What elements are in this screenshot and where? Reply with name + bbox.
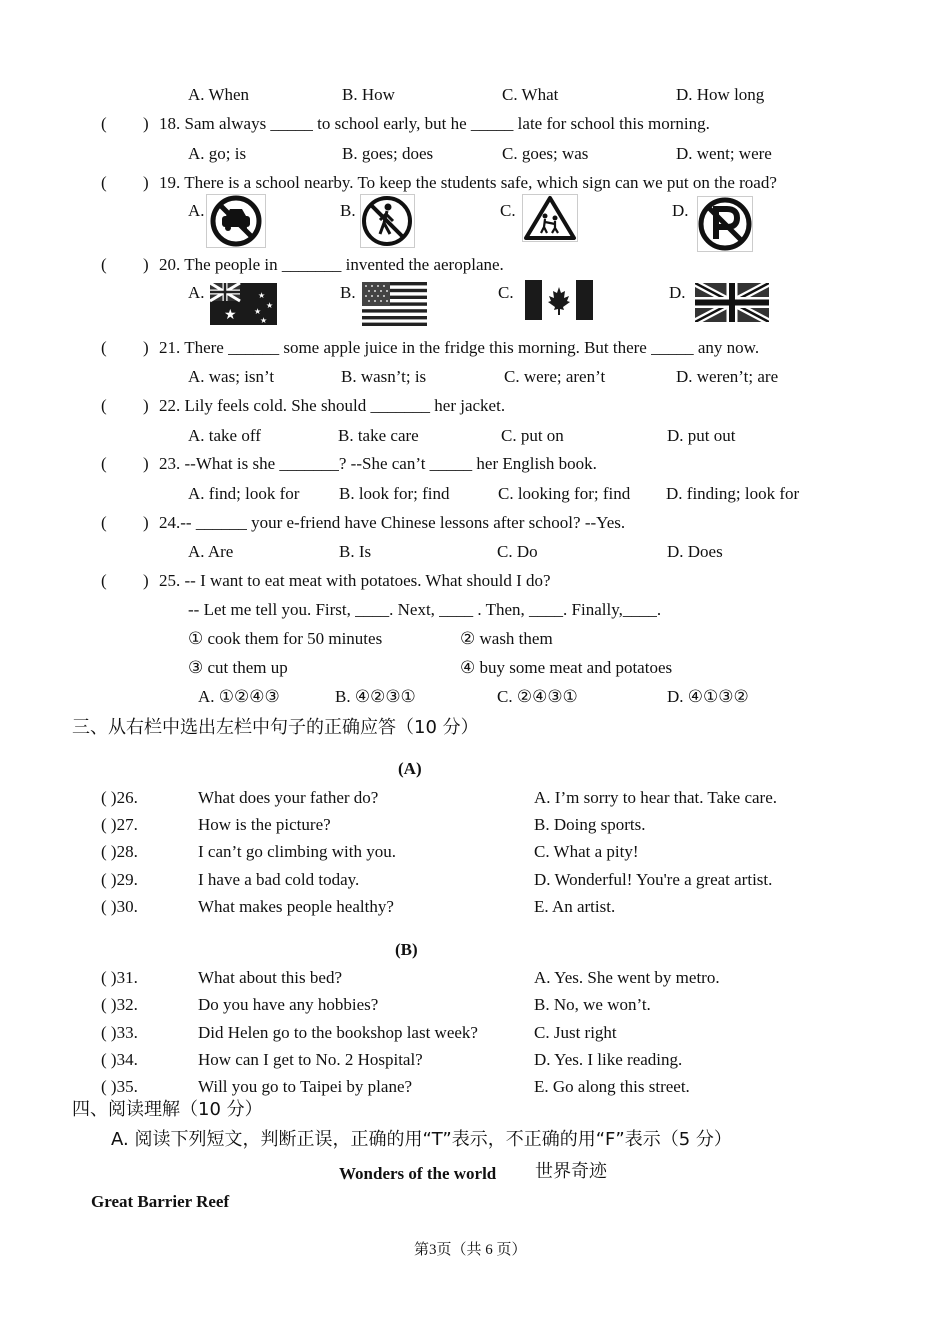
match-question: What about this bed? xyxy=(198,968,342,987)
q24-option-a: A. Are xyxy=(188,542,234,561)
match-number: ( )29. xyxy=(101,870,138,889)
q20-option-a: A. xyxy=(188,283,205,302)
answer-bracket-close: ) xyxy=(143,173,149,192)
passage-title: Wonders of the world xyxy=(339,1164,497,1183)
q22-stem: 22. Lily feels cold. She should _______ her jacket. xyxy=(159,396,506,415)
q25-option-c: C. ②④③① xyxy=(497,687,578,706)
q20-option-b: B. xyxy=(340,283,356,302)
passage-title-chinese: 世界奇迹 xyxy=(535,1161,607,1182)
q18-stem: 18. Sam always _____ to school early, but he _____ late for school this morning. xyxy=(159,114,710,133)
section4-title: 四、阅读理解（10 分） xyxy=(72,1099,263,1120)
canada-flag-icon xyxy=(525,280,593,320)
answer-bracket-close: ) xyxy=(143,114,149,133)
q19-option-c: C. xyxy=(500,201,516,220)
q22-option-c: C. put on xyxy=(501,426,564,445)
match-number: ( )35. xyxy=(101,1077,138,1096)
q25-step-2: ② wash them xyxy=(460,629,553,648)
q23-stem: 23. --What is she _______? --She can’t _____ her English book. xyxy=(159,454,597,473)
answer-bracket-open: ( xyxy=(101,173,107,192)
passage-subheading: Great Barrier Reef xyxy=(91,1192,230,1211)
q18-option-a: A. go; is xyxy=(188,144,247,163)
q24-option-c: C. Do xyxy=(497,542,538,561)
q17-option-d: D. How long xyxy=(676,85,765,104)
children-crossing-sign-icon xyxy=(522,194,578,242)
answer-bracket-open: ( xyxy=(101,513,107,532)
q19-option-b: B. xyxy=(340,201,356,220)
answer-bracket-open: ( xyxy=(101,396,107,415)
q18-option-c: C. goes; was xyxy=(502,144,589,163)
match-answer: B. Doing sports. xyxy=(534,815,646,834)
q19-stem: 19. There is a school nearby. To keep the students safe, which sign can we put on the road? xyxy=(159,173,777,192)
q21-option-c: C. were; aren’t xyxy=(504,367,606,386)
match-question: Do you have any hobbies? xyxy=(198,995,379,1014)
match-question: Will you go to Taipei by plane? xyxy=(198,1077,413,1096)
q24-stem: 24.-- ______ your e-friend have Chinese lessons after school? --Yes. xyxy=(159,513,626,532)
match-answer: D. Wonderful! You're a great artist. xyxy=(534,870,773,889)
page-footer: 第3页（共 6 页） xyxy=(414,1242,527,1258)
svg-text:★: ★ xyxy=(258,291,266,300)
q17-option-c: C. What xyxy=(502,85,559,104)
australia-flag-icon xyxy=(210,283,277,325)
q25-option-d: D. ④①③② xyxy=(667,687,749,706)
svg-text:★: ★ xyxy=(266,301,274,310)
match-number: ( )27. xyxy=(101,815,138,834)
q25-option-a: A. ①②④③ xyxy=(198,687,280,706)
q25-step-3: ③ cut them up xyxy=(188,658,288,677)
q22-option-a: A. take off xyxy=(188,426,261,445)
no-parking-sign-icon xyxy=(697,196,753,252)
match-answer: C. Just right xyxy=(534,1023,617,1042)
part-a-label: (A) xyxy=(398,759,422,778)
match-number: ( )33. xyxy=(101,1023,138,1042)
q17-option-a: A. When xyxy=(188,85,250,104)
q25-dialogue: -- Let me tell you. First, ____. Next, ____ . Then, ____. Finally,____. xyxy=(188,600,662,619)
match-answer: D. Yes. I like reading. xyxy=(534,1050,683,1069)
q25-step-4: ④ buy some meat and potatoes xyxy=(460,658,673,677)
svg-text:★: ★ xyxy=(254,307,262,316)
section3-title: 三、从右栏中选出左栏中句子的正确应答（10 分） xyxy=(72,717,479,738)
match-question: What does your father do? xyxy=(198,788,379,807)
answer-bracket-open: ( xyxy=(101,338,107,357)
svg-text:★: ★ xyxy=(260,316,268,325)
match-question: I can’t go climbing with you. xyxy=(198,842,396,861)
usa-flag-icon xyxy=(362,282,427,326)
q21-option-b: B. wasn’t; is xyxy=(341,367,427,386)
match-question: Did Helen go to the bookshop last week? xyxy=(198,1023,478,1042)
match-question: How is the picture? xyxy=(198,815,331,834)
answer-bracket-close: ) xyxy=(143,454,149,473)
answer-bracket-open: ( xyxy=(101,255,107,274)
match-answer: C. What a pity! xyxy=(534,842,639,861)
q19-option-d: D. xyxy=(672,201,689,220)
answer-bracket-open: ( xyxy=(101,571,107,590)
section4-instruction: A. 阅读下列短文，判断正误，正确的用“T”表示，不正确的用“F”表示（5 分） xyxy=(111,1129,732,1150)
match-number: ( )28. xyxy=(101,842,138,861)
q18-option-b: B. goes; does xyxy=(342,144,434,163)
match-number: ( )31. xyxy=(101,968,138,987)
match-answer: A. Yes. She went by metro. xyxy=(534,968,720,987)
answer-bracket-close: ) xyxy=(143,338,149,357)
q17-option-b: B. How xyxy=(342,85,395,104)
answer-bracket-close: ) xyxy=(143,396,149,415)
q24-option-d: D. Does xyxy=(667,542,723,561)
q22-option-b: B. take care xyxy=(338,426,419,445)
match-question: I have a bad cold today. xyxy=(198,870,360,889)
q22-option-d: D. put out xyxy=(667,426,736,445)
q25-step-1: ① cook them for 50 minutes xyxy=(188,629,383,648)
q21-option-d: D. weren’t; are xyxy=(676,367,779,386)
q23-option-a: A. find; look for xyxy=(188,484,300,503)
q25-option-b: B. ④②③① xyxy=(335,687,416,706)
match-number: ( )34. xyxy=(101,1050,138,1069)
match-answer: A. I’m sorry to hear that. Take care. xyxy=(534,788,778,807)
q25-stem: 25. -- I want to eat meat with potatoes. What should I do? xyxy=(159,571,551,590)
no-pedestrians-sign-icon xyxy=(360,194,415,248)
q21-stem: 21. There ______ some apple juice in the fridge this morning. But there _____ any now. xyxy=(159,338,760,357)
q23-option-b: B. look for; find xyxy=(339,484,450,503)
answer-bracket-open: ( xyxy=(101,114,107,133)
q19-option-a: A. xyxy=(188,201,205,220)
match-answer: E. An artist. xyxy=(534,897,616,916)
match-question: What makes people healthy? xyxy=(198,897,394,916)
q20-option-c: C. xyxy=(498,283,514,302)
answer-bracket-close: ) xyxy=(143,255,149,274)
match-number: ( )26. xyxy=(101,788,138,807)
part-b-label: (B) xyxy=(395,940,418,959)
q23-option-c: C. looking for; find xyxy=(498,484,631,503)
match-number: ( )32. xyxy=(101,995,138,1014)
q24-option-b: B. Is xyxy=(339,542,372,561)
answer-bracket-open: ( xyxy=(101,454,107,473)
svg-text:★: ★ xyxy=(224,307,237,323)
answer-bracket-close: ) xyxy=(143,571,149,590)
match-answer: B. No, we won’t. xyxy=(534,995,651,1014)
match-question: How can I get to No. 2 Hospital? xyxy=(198,1050,423,1069)
q18-option-d: D. went; were xyxy=(676,144,772,163)
q20-stem: 20. The people in _______ invented the aeroplane. xyxy=(159,255,504,274)
q20-option-d: D. xyxy=(669,283,686,302)
match-number: ( )30. xyxy=(101,897,138,916)
uk-flag-icon xyxy=(695,283,769,322)
q21-option-a: A. was; isn’t xyxy=(188,367,275,386)
answer-bracket-close: ) xyxy=(143,513,149,532)
match-answer: E. Go along this street. xyxy=(534,1077,690,1096)
q23-option-d: D. finding; look for xyxy=(666,484,800,503)
no-cars-sign-icon xyxy=(206,194,266,248)
